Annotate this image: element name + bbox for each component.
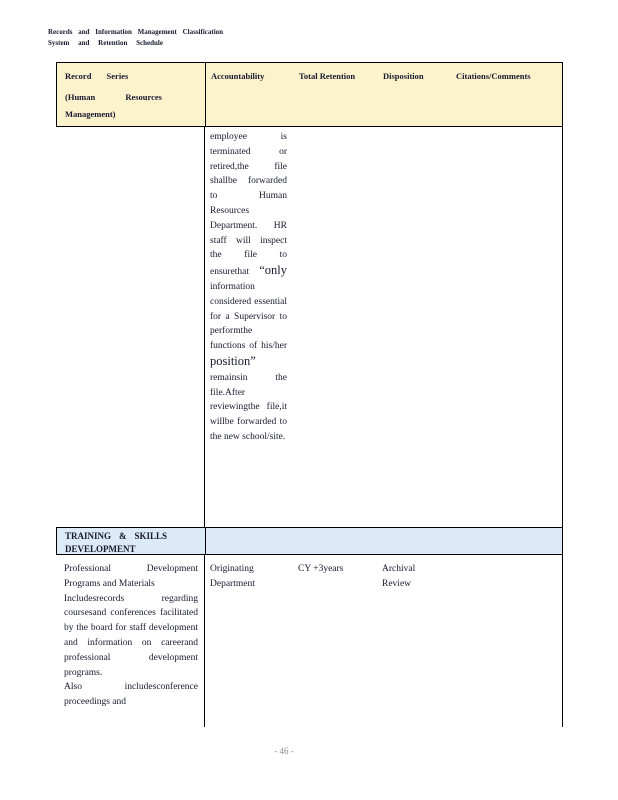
header-cell-record-series: [57, 63, 206, 126]
header-cell-total-retention: Total Retention: [299, 71, 356, 81]
record-series-description: Includesrecords regarding coursesand conferences facilitated by the board for staff development and information on careerand professional development programs.: [64, 593, 198, 678]
header-cell-disposition: Disposition: [383, 71, 424, 81]
table-row-continuation: [56, 127, 563, 527]
page-header-line2: System and Retention Schedule: [48, 39, 163, 47]
retention-schedule-table: [56, 62, 563, 727]
header-record-series-sublabel: (Human Resources Management): [65, 92, 162, 119]
section-banner-title: TRAINING & SKILLS DEVELOPMENT: [65, 531, 167, 554]
header-cell-accountability: Accountability: [211, 71, 265, 81]
section-banner-cell: [57, 528, 206, 554]
disposition-cell-empty: [375, 127, 450, 527]
record-series-cell: [56, 555, 205, 727]
total-retention-cell: CY +3years: [298, 564, 344, 574]
section-banner-row: [56, 527, 563, 555]
page-number: - 46 -: [274, 746, 294, 756]
table-header-row: [56, 62, 563, 127]
accountability-continuation-text: employee is terminated or retired,the file shallbe forwarded to Human Resources Department. HR staff will inspect the file to ensurethat “only information considered essential for a Supervisor to performthe functions of his/her position” remainsin the file.After reviewingthe file,it willbe forwarded to the new school/site.: [210, 132, 287, 442]
page-footer: [0, 746, 568, 756]
table-row-professional-development: [56, 555, 563, 727]
total-retention-cell-empty: [293, 127, 375, 527]
record-series-cell-empty: [56, 127, 205, 527]
page-header: [48, 27, 223, 49]
section-banner-spacer: [206, 528, 562, 554]
page-header-line1: Records and Information Management Classification: [48, 28, 224, 36]
citations-cell-empty: [450, 127, 562, 527]
accountability-cell: Originating Department: [210, 564, 255, 589]
record-series-description-2: Also includesconference proceedings and: [64, 682, 198, 708]
accountability-cell: [205, 127, 293, 527]
record-series-title: Professional Development Programs and Materials: [64, 564, 198, 589]
header-record-series-label: Record Series: [65, 71, 129, 81]
citations-cell: [450, 555, 562, 727]
header-cell-citations-comments: Citations/Comments: [456, 71, 531, 81]
disposition-cell: Archival Review: [382, 564, 416, 589]
